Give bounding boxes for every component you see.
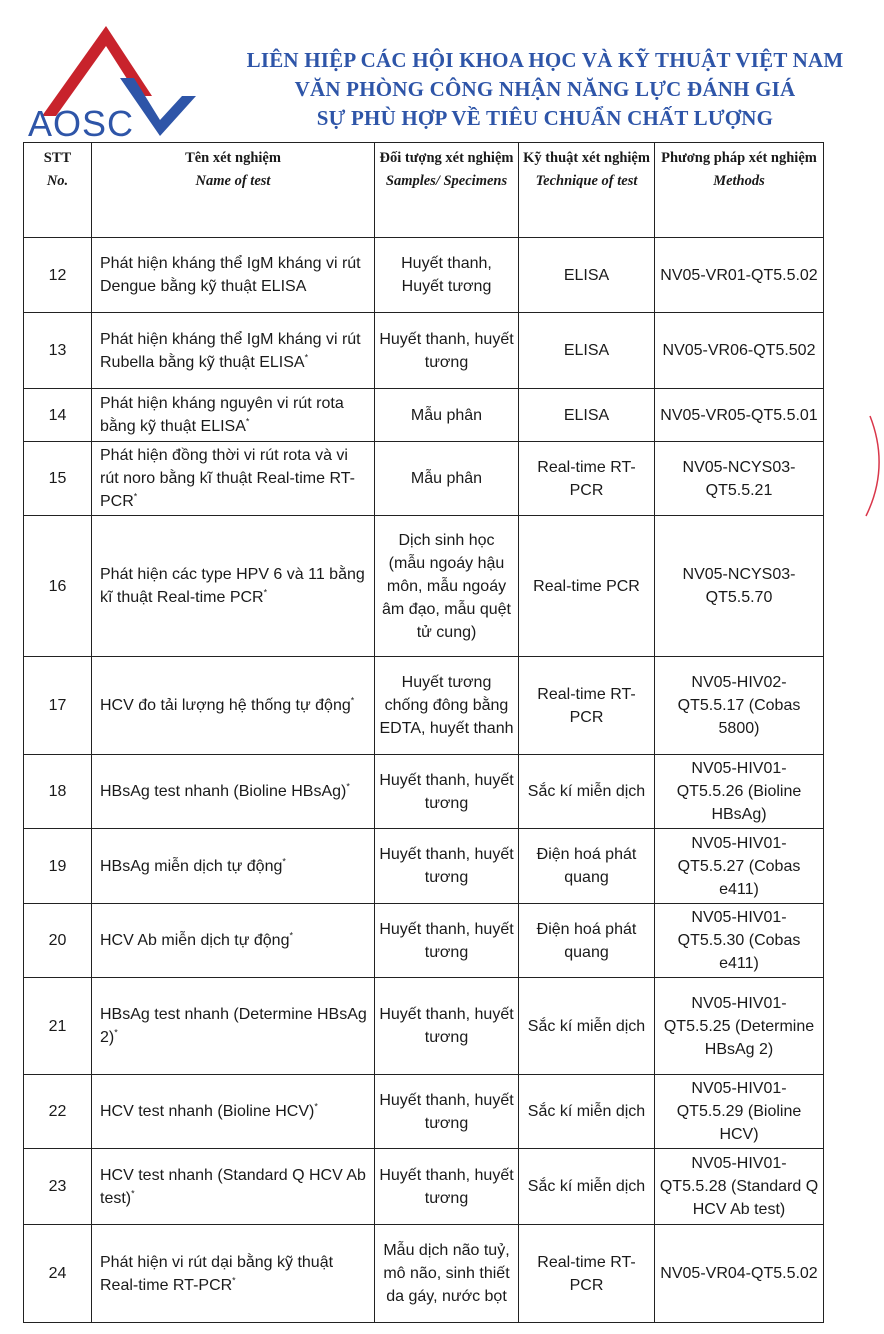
test-name-cell xyxy=(92,1149,375,1225)
method-cell: NV05-NCYS03-QT5.5.21 xyxy=(655,442,824,516)
row-number: 17 xyxy=(24,657,92,755)
col-header-method xyxy=(655,143,824,238)
test-name: HCV Ab miễn dịch tự động xyxy=(100,932,290,949)
sample-cell: Huyết thanh, huyết tương xyxy=(375,904,519,978)
technique-cell: ELISA xyxy=(519,389,655,442)
test-name: HBsAg miễn dịch tự động xyxy=(100,857,283,875)
aosc-logo xyxy=(24,24,200,140)
col-header-label-en: No. xyxy=(46,173,69,189)
accreditation-mark: * xyxy=(133,491,138,502)
test-name: Phát hiện kháng nguyên vi rút rota bằng kỹ thuật ELISA xyxy=(100,395,344,435)
row-number: 20 xyxy=(24,904,92,978)
accreditation-mark: * xyxy=(350,695,355,706)
accreditation-mark: * xyxy=(131,1188,135,1199)
test-name: HBsAg test nhanh (Determine HBsAg 2) xyxy=(100,1006,367,1046)
technique-cell: Real-time RT-PCR xyxy=(519,442,655,516)
test-name: Phát hiện kháng thể IgM kháng vi rút Dengue bằng kỹ thuật ELISA xyxy=(100,255,361,295)
sample-cell: Mẫu phân xyxy=(375,442,519,516)
technique-cell: Điện hoá phát quang xyxy=(519,904,655,978)
sample-cell: Huyết thanh, huyết tương xyxy=(375,1075,519,1149)
method-cell: NV05-HIV01-QT5.5.30 (Cobas e411) xyxy=(655,904,824,978)
row-number: 14 xyxy=(24,389,92,442)
test-name-cell xyxy=(92,1075,375,1149)
technique-cell: Điện hoá phát quang xyxy=(519,829,655,904)
row-number: 18 xyxy=(24,755,92,829)
col-header-label: STT xyxy=(43,150,72,166)
test-name: HBsAg test nhanh (Bioline HBsAg) xyxy=(100,783,347,800)
col-header-label: Đối tượng xét nghiệm xyxy=(379,150,514,166)
row-number: 23 xyxy=(24,1149,92,1225)
method-cell: NV05-VR01-QT5.5.02 xyxy=(655,238,824,313)
table-row xyxy=(24,516,824,657)
test-name: Phát hiện kháng thể IgM kháng vi rút Rubella bằng kỹ thuật ELISA xyxy=(100,330,361,371)
accreditation-mark: * xyxy=(245,416,250,427)
method-cell: NV05-HIV02-QT5.5.17 (Cobas 5800) xyxy=(655,657,824,755)
col-header-label: Phương pháp xét nghiệm xyxy=(661,150,817,166)
sample-cell: Dịch sinh học (mẫu ngoáy hậu môn, mẫu ngoáy âm đạo, mẫu quệt tử cung) xyxy=(375,516,519,657)
technique-cell: Sắc kí miễn dịch xyxy=(519,1149,655,1225)
col-header-label: Tên xét nghiệm xyxy=(185,150,281,166)
row-number: 13 xyxy=(24,313,92,389)
method-cell: NV05-HIV01-QT5.5.25 (Determine HBsAg 2) xyxy=(655,978,824,1075)
accreditation-mark: * xyxy=(289,930,293,941)
table-row xyxy=(24,657,824,755)
test-name: Phát hiện các type HPV 6 và 11 bằng kĩ thuật Real-time PCR xyxy=(100,566,365,606)
col-header-technique xyxy=(519,143,655,238)
test-name-cell xyxy=(92,755,375,829)
table-row xyxy=(24,442,824,516)
sample-cell: Huyết tương chống đông bằng EDTA, huyết thanh xyxy=(375,657,519,755)
table-row xyxy=(24,1225,824,1323)
document-header xyxy=(0,0,884,142)
row-number: 24 xyxy=(24,1225,92,1323)
accreditation-mark: * xyxy=(114,1027,118,1038)
test-table xyxy=(23,142,824,1323)
logo-text: AOSC xyxy=(28,103,135,140)
accreditation-mark: * xyxy=(263,587,268,598)
test-name-cell xyxy=(92,442,375,516)
sample-cell: Mẫu phân xyxy=(375,389,519,442)
test-name: HCV đo tải lượng hệ thống tự động xyxy=(100,697,351,714)
sample-cell: Huyết thanh, huyết tương xyxy=(375,755,519,829)
table-row xyxy=(24,755,824,829)
test-name-cell xyxy=(92,829,375,904)
row-number: 22 xyxy=(24,1075,92,1149)
test-name-cell xyxy=(92,516,375,657)
technique-cell: ELISA xyxy=(519,313,655,389)
row-number: 12 xyxy=(24,238,92,313)
sample-cell: Huyết thanh, huyết tương xyxy=(375,829,519,904)
sample-cell: Huyết thanh, Huyết tương xyxy=(375,238,519,313)
accreditation-mark: * xyxy=(314,1101,318,1112)
test-name: Phát hiện đồng thời vi rút rota và vi rút noro bằng kĩ thuật Real-time RT-PCR xyxy=(100,447,355,510)
test-name-cell xyxy=(92,238,375,313)
test-name: HCV test nhanh (Bioline HCV) xyxy=(100,1103,315,1120)
technique-cell: Sắc kí miễn dịch xyxy=(519,1075,655,1149)
method-cell: NV05-VR04-QT5.5.02 xyxy=(655,1225,824,1323)
technique-cell: Real-time RT-PCR xyxy=(519,657,655,755)
test-name-cell xyxy=(92,1225,375,1323)
accreditation-mark: * xyxy=(304,352,309,363)
org-line-3: SỰ PHÙ HỢP VỀ TIÊU CHUẨN CHẤT LƯỢNG xyxy=(316,106,774,130)
method-cell: NV05-HIV01-QT5.5.26 (Bioline HBsAg) xyxy=(655,755,824,829)
test-name: Phát hiện vi rút dại bằng kỹ thuật Real-time RT-PCR xyxy=(100,1253,334,1294)
technique-cell: Real-time RT-PCR xyxy=(519,1225,655,1323)
table-row xyxy=(24,1149,824,1225)
stamp-edge-mark xyxy=(844,412,884,522)
org-line-2: VĂN PHÒNG CÔNG NHẬN NĂNG LỰC ĐÁNH GIÁ xyxy=(294,77,796,101)
row-number: 19 xyxy=(24,829,92,904)
table-row xyxy=(24,904,824,978)
test-name: HCV test nhanh (Standard Q HCV Ab test) xyxy=(100,1166,366,1207)
col-header-label-en: Technique of test xyxy=(535,173,638,189)
technique-cell: Real-time PCR xyxy=(519,516,655,657)
test-name-cell xyxy=(92,313,375,389)
method-cell: NV05-HIV01-QT5.5.28 (Standard Q HCV Ab test) xyxy=(655,1149,824,1225)
test-name-cell xyxy=(92,389,375,442)
table-row xyxy=(24,1075,824,1149)
row-number: 15 xyxy=(24,442,92,516)
table-row xyxy=(24,313,824,389)
accreditation-mark: * xyxy=(282,856,286,867)
sample-cell: Huyết thanh, huyết tương xyxy=(375,313,519,389)
col-header-no xyxy=(24,143,92,238)
accreditation-mark: * xyxy=(232,1275,236,1286)
col-header-name xyxy=(92,143,375,238)
technique-cell: Sắc kí miễn dịch xyxy=(519,978,655,1075)
org-line-1: LIÊN HIỆP CÁC HỘI KHOA HỌC VÀ KỸ THUẬT VIỆT NAM xyxy=(246,48,844,72)
sample-cell: Huyết thanh, huyết tương xyxy=(375,978,519,1075)
table-row xyxy=(24,978,824,1075)
method-cell: NV05-VR05-QT5.5.01 xyxy=(655,389,824,442)
sample-cell: Huyết thanh, huyết tương xyxy=(375,1149,519,1225)
col-header-sample xyxy=(375,143,519,238)
col-header-label-en: Name of test xyxy=(195,173,271,189)
method-cell: NV05-VR06-QT5.502 xyxy=(655,313,824,389)
row-number: 16 xyxy=(24,516,92,657)
organization-name xyxy=(205,46,884,133)
test-name-cell xyxy=(92,904,375,978)
method-cell: NV05-HIV01-QT5.5.27 (Cobas e411) xyxy=(655,829,824,904)
table-row xyxy=(24,238,824,313)
table-row xyxy=(24,829,824,904)
technique-cell: Sắc kí miễn dịch xyxy=(519,755,655,829)
col-header-label-en: Samples/ Specimens xyxy=(385,173,508,189)
test-name-cell xyxy=(92,978,375,1075)
sample-cell: Mẫu dịch não tuỷ, mô não, sinh thiết da gáy, nước bọt xyxy=(375,1225,519,1323)
row-number: 21 xyxy=(24,978,92,1075)
accreditation-mark: * xyxy=(346,781,350,792)
col-header-label-en: Methods xyxy=(713,173,765,189)
method-cell: NV05-NCYS03-QT5.5.70 xyxy=(655,516,824,657)
col-header-label: Kỹ thuật xét nghiệm xyxy=(523,150,650,166)
test-name-cell xyxy=(92,657,375,755)
table-header-row xyxy=(24,143,824,238)
table-row xyxy=(24,389,824,442)
technique-cell: ELISA xyxy=(519,238,655,313)
method-cell: NV05-HIV01-QT5.5.29 (Bioline HCV) xyxy=(655,1075,824,1149)
